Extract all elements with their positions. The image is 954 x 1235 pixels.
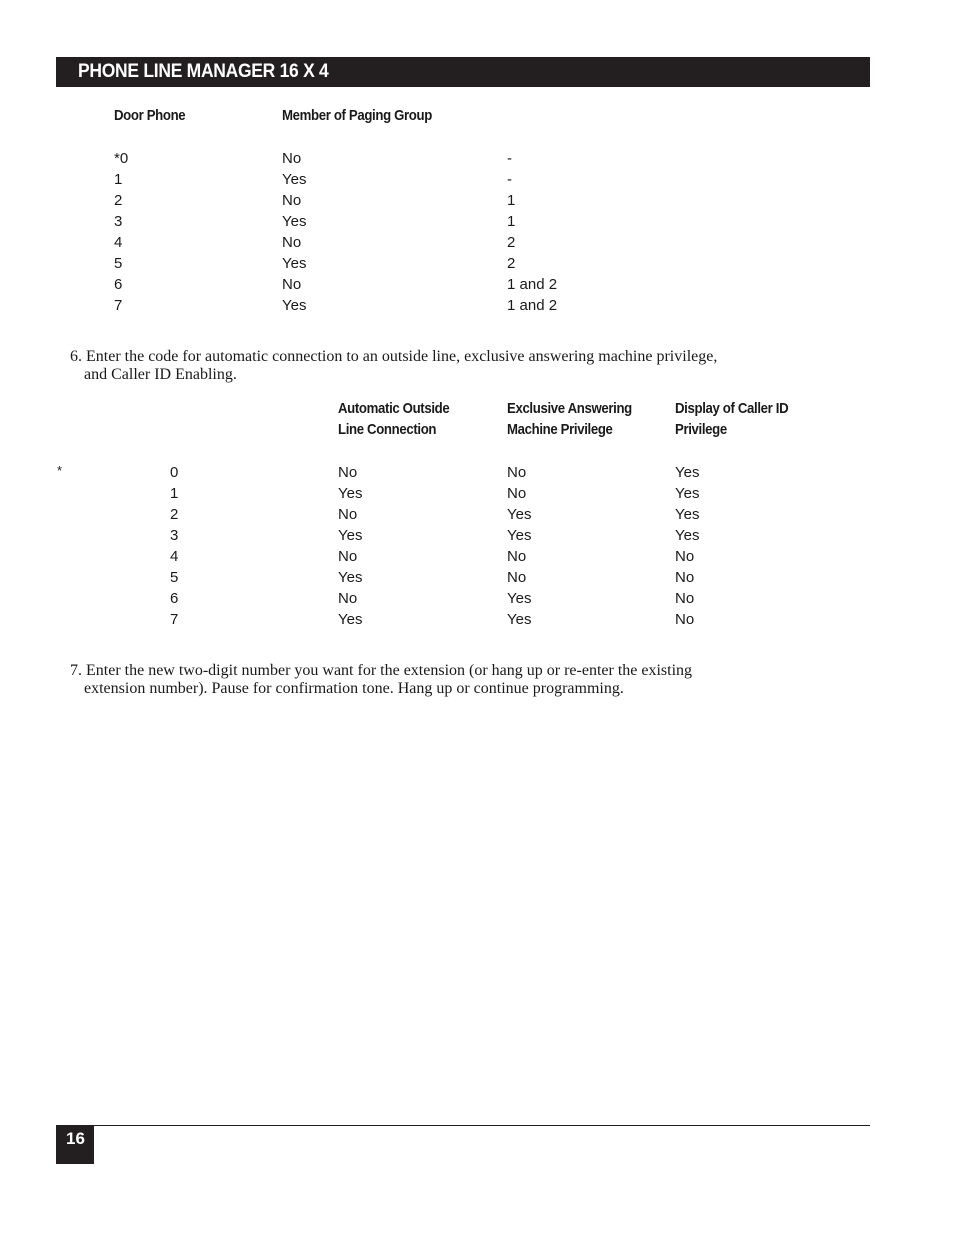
table1-cell-group: - bbox=[507, 150, 512, 167]
table2-cell-caller-id: Yes bbox=[675, 485, 700, 502]
table2-cell-code: 0 bbox=[170, 464, 179, 481]
table2-cell-exclusive: Yes bbox=[507, 527, 532, 544]
default-marker: * bbox=[57, 463, 63, 478]
table1-cell-member: No bbox=[282, 276, 302, 293]
header-line: Machine Privilege bbox=[507, 421, 613, 438]
table1-cell-member: Yes bbox=[282, 297, 307, 314]
header-line: Line Connection bbox=[338, 421, 437, 438]
table2-cell-auto-outside: No bbox=[338, 548, 358, 565]
table1-header-paging-member: Member of Paging Group bbox=[282, 107, 432, 124]
table1-cell-group: 2 bbox=[507, 234, 516, 251]
table2-cell-code: 1 bbox=[170, 485, 179, 502]
table1-cell-door-phone: 6 bbox=[114, 276, 123, 293]
table2-cell-caller-id: No bbox=[675, 548, 695, 565]
table1-cell-group: 1 bbox=[507, 192, 516, 209]
table2-cell-caller-id: No bbox=[675, 590, 695, 607]
table2-cell-exclusive: Yes bbox=[507, 590, 532, 607]
table2-cell-code: 6 bbox=[170, 590, 179, 607]
table2-cell-auto-outside: No bbox=[338, 506, 358, 523]
table1-cell-door-phone: 5 bbox=[114, 255, 123, 272]
table2-cell-code: 4 bbox=[170, 548, 179, 565]
table2-cell-caller-id: No bbox=[675, 611, 695, 628]
table1-cell-door-phone: 1 bbox=[114, 171, 123, 188]
table1-cell-door-phone: *0 bbox=[114, 150, 129, 167]
table1-cell-member: No bbox=[282, 150, 302, 167]
header-bar bbox=[56, 57, 870, 87]
step-6-line2: and Caller ID Enabling. bbox=[84, 366, 237, 383]
table2-cell-code: 3 bbox=[170, 527, 179, 544]
header-line: Automatic Outside bbox=[338, 400, 450, 417]
table1-cell-group: 1 and 2 bbox=[507, 276, 558, 293]
table1-cell-member: Yes bbox=[282, 255, 307, 272]
table1-cell-member: Yes bbox=[282, 171, 307, 188]
table2-cell-exclusive: Yes bbox=[507, 611, 532, 628]
table1-cell-group: - bbox=[507, 171, 512, 188]
step-7-instruction bbox=[70, 662, 840, 698]
table1-cell-member: No bbox=[282, 234, 302, 251]
table2-cell-auto-outside: No bbox=[338, 464, 358, 481]
step-7-line2: extension number). Pause for confirmation tone. Hang up or continue programming. bbox=[84, 680, 624, 697]
table2-cell-code: 7 bbox=[170, 611, 179, 628]
page-number-box bbox=[56, 1125, 94, 1164]
table1-cell-member: No bbox=[282, 192, 302, 209]
table2-header-auto-outside bbox=[338, 398, 449, 440]
table1-cell-door-phone: 3 bbox=[114, 213, 123, 230]
table1-cell-door-phone: 7 bbox=[114, 297, 123, 314]
header-line: Privilege bbox=[675, 421, 727, 438]
table2-cell-code: 2 bbox=[170, 506, 179, 523]
table2-cell-exclusive: No bbox=[507, 485, 527, 502]
table2-header-exclusive-answering bbox=[507, 398, 632, 440]
table2-cell-code: 5 bbox=[170, 569, 179, 586]
table2-cell-auto-outside: Yes bbox=[338, 527, 363, 544]
table1-header-door-phone: Door Phone bbox=[114, 107, 186, 124]
table1-cell-group: 1 and 2 bbox=[507, 297, 558, 314]
page-number: 16 bbox=[66, 1129, 85, 1148]
step-6-line1: 6. Enter the code for automatic connection to an outside line, exclusive answering machine privilege, bbox=[70, 348, 718, 365]
table1-cell-member: Yes bbox=[282, 213, 307, 230]
table2-cell-exclusive: Yes bbox=[507, 506, 532, 523]
table2-header-caller-id bbox=[675, 398, 788, 440]
table1-cell-door-phone: 4 bbox=[114, 234, 123, 251]
footer-rule bbox=[56, 1125, 870, 1126]
table2-cell-auto-outside: No bbox=[338, 590, 358, 607]
table2-cell-exclusive: No bbox=[507, 548, 527, 565]
table2-cell-caller-id: Yes bbox=[675, 464, 700, 481]
step-6-instruction bbox=[70, 348, 840, 384]
table1-cell-group: 1 bbox=[507, 213, 516, 230]
table2-cell-exclusive: No bbox=[507, 569, 527, 586]
header-line: Exclusive Answering bbox=[507, 400, 632, 417]
header-line: Display of Caller ID bbox=[675, 400, 789, 417]
step-7-line1: 7. Enter the new two-digit number you want for the extension (or hang up or re-enter the existing bbox=[70, 662, 693, 679]
table2-cell-exclusive: No bbox=[507, 464, 527, 481]
table2-cell-caller-id: Yes bbox=[675, 527, 700, 544]
table1-cell-group: 2 bbox=[507, 255, 516, 272]
table2-cell-caller-id: No bbox=[675, 569, 695, 586]
table2-cell-auto-outside: Yes bbox=[338, 611, 363, 628]
page-title: PHONE LINE MANAGER 16 X 4 bbox=[78, 61, 329, 82]
table1-cell-door-phone: 2 bbox=[114, 192, 123, 209]
table2-cell-auto-outside: Yes bbox=[338, 569, 363, 586]
table2-cell-auto-outside: Yes bbox=[338, 485, 363, 502]
table2-cell-caller-id: Yes bbox=[675, 506, 700, 523]
